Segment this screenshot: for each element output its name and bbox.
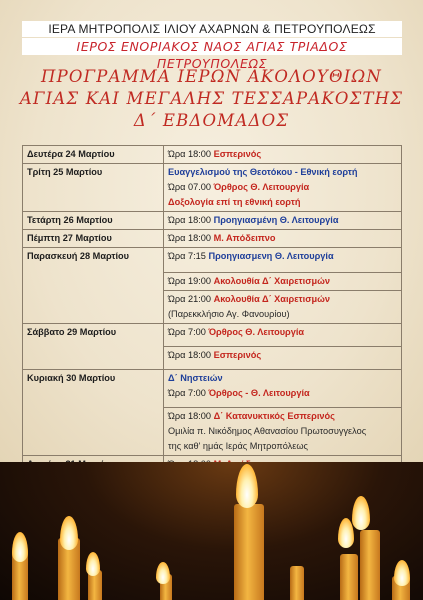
service-cell	[164, 324, 402, 347]
service-hour: Ώρα 07.00	[168, 182, 211, 192]
service-name: Προηγιασμενη Θ. Λειτουργία	[208, 251, 334, 261]
title-line-2: ΑΓΙΑΣ ΚΑΙ ΜΕΓΑΛΗΣ ΤΕΣΣΑΡΑΚΟΣΤΗΣ	[19, 89, 404, 108]
service-cell	[164, 248, 402, 273]
table-row	[23, 212, 402, 230]
candle-icon	[234, 504, 264, 600]
service-cell	[164, 212, 402, 230]
schedule-table	[22, 145, 402, 474]
flame-icon	[60, 516, 78, 550]
service-cell	[164, 273, 402, 291]
service-name: Δοξολογία επί τη εθνική εορτή	[168, 197, 301, 207]
flame-icon	[12, 532, 28, 562]
service-hour: Ώρα 7:15	[168, 251, 206, 261]
service-cell	[164, 370, 402, 408]
flame-icon	[352, 496, 370, 530]
service-hour: Ώρα 18:00	[168, 233, 211, 243]
candle-icon	[340, 554, 358, 600]
day-cell: Τρίτη 25 Μαρτίου	[23, 164, 164, 212]
service-name: Ακολουθία Δ΄ Χαιρετισμών	[213, 294, 330, 304]
table-row	[23, 370, 402, 408]
service-name: Δ΄ Κατανυκτικός Εσπερινός	[213, 411, 335, 421]
service-name: Όρθρος - Θ. Λειτουργία	[208, 388, 310, 398]
flame-icon	[394, 560, 410, 586]
service-hour: Ώρα 19:00	[168, 276, 211, 286]
service-name: Ακολουθία Δ΄ Χαιρετισμών	[213, 276, 330, 286]
service-hour: Ώρα 18:00	[168, 215, 211, 225]
service-hour: Ώρα 21:00	[168, 294, 211, 304]
service-hour: Ώρα 18:00	[168, 411, 211, 421]
title-line-3: Δ΄ ΕΒΔΟΜΑΔΟΣ	[133, 111, 290, 130]
service-note: (Παρεκκλήσιο Αγ. Φανουρίου)	[168, 309, 290, 319]
service-note: της καθ' ημάς Ιεράς Μητροπόλεως	[168, 441, 308, 451]
service-name: Εσπερινός	[213, 350, 262, 360]
parish-header: ΙΕΡΟΣ ΕΝΟΡΙΑΚΟΣ ΝΑΟΣ ΑΓΙΑΣ ΤΡΙΑΔΟΣ ΠΕΤΡΟΥΠΟΛΕΩΣ	[22, 38, 402, 55]
service-name: Όρθρος Θ. Λειτουργία	[208, 327, 305, 337]
service-note: Ομιλία π. Νικόδημος Αθανασίου Πρωτοσυγγελος	[168, 426, 367, 436]
service-name: Προηγιασμένη Θ. Λειτουργία	[213, 215, 339, 225]
day-cell: Σάββατο 29 Μαρτίου	[23, 324, 164, 370]
candle-icon	[360, 530, 380, 600]
service-cell	[164, 347, 402, 370]
metropolis-header: ΙΕΡΑ ΜΗΤΡΟΠΟΛΙΣ ΙΛΙΟΥ ΑΧΑΡΝΩΝ & ΠΕΤΡΟΥΠΟΛΕΩΣ	[22, 21, 402, 37]
service-cell	[164, 408, 402, 456]
service-hour: Ώρα 7:00	[168, 327, 206, 337]
service-name: Όρθρος Θ. Λειτουργία	[213, 182, 310, 192]
flame-icon	[236, 464, 258, 508]
service-name: Μ. Απόδειπνο	[213, 233, 276, 243]
flame-icon	[156, 562, 170, 584]
feast-name: Ευαγγελισμού της Θεοτόκου - Εθνική εορτή	[168, 167, 358, 177]
service-cell	[164, 164, 402, 212]
day-cell: Κυριακή 30 Μαρτίου	[23, 370, 164, 456]
day-cell: Δευτέρα 24 Μαρτίου	[23, 146, 164, 164]
table-row	[23, 230, 402, 248]
service-cell	[164, 291, 402, 324]
table-row	[23, 164, 402, 212]
service-hour: Ώρα 7:00	[168, 388, 206, 398]
service-name: Εσπερινός	[213, 149, 262, 159]
candle-icon	[290, 566, 304, 600]
day-cell: Πέμπτη 27 Μαρτίου	[23, 230, 164, 248]
service-hour: Ώρα 18:00	[168, 149, 211, 159]
title-line-1: ΠΡΟΓΡΑΜΜΑ ΙΕΡΩΝ ΑΚΟΛΟΥΘΙΩΝ	[41, 67, 382, 86]
flame-icon	[86, 552, 100, 576]
service-cell	[164, 230, 402, 248]
service-cell	[164, 146, 402, 164]
day-cell: Παρασκευή 28 Μαρτίου	[23, 248, 164, 324]
day-cell: Τετάρτη 26 Μαρτίου	[23, 212, 164, 230]
service-hour: Ώρα 18:00	[168, 350, 211, 360]
candles-photo	[0, 462, 423, 600]
sunday-heading: Δ΄ Νηστειών	[168, 373, 223, 383]
table-row	[23, 248, 402, 273]
table-row	[23, 146, 402, 164]
table-row	[23, 324, 402, 347]
